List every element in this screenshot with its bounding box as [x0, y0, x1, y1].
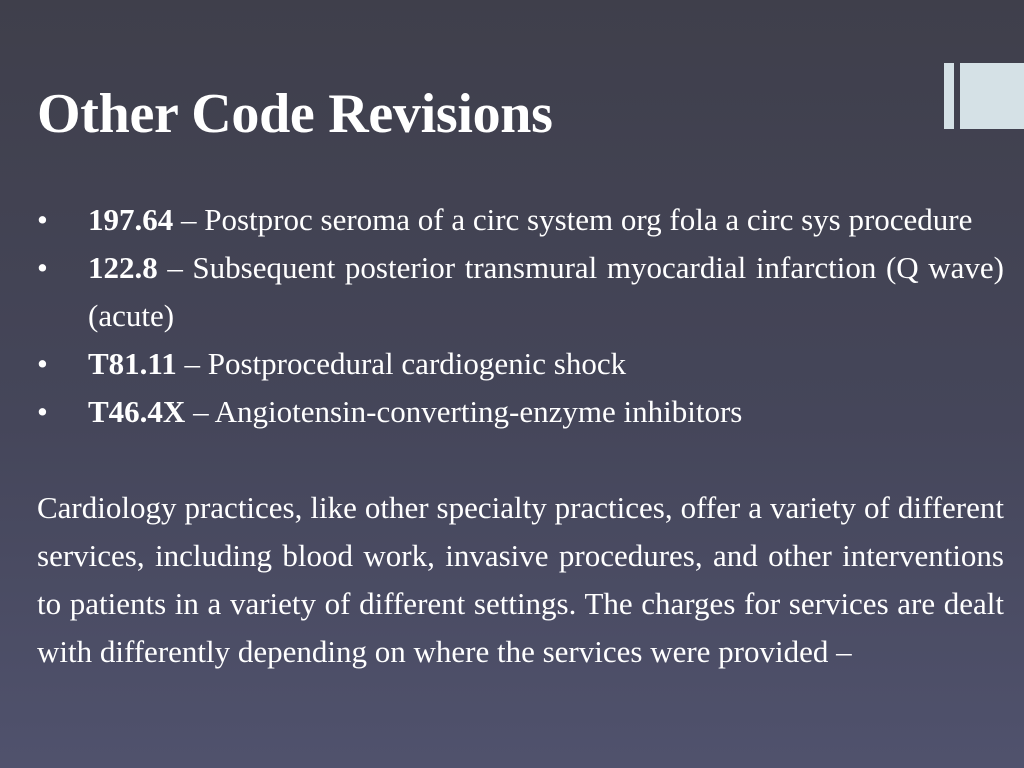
list-item [37, 244, 1004, 340]
decoration-block [960, 63, 1024, 129]
list-item [37, 388, 1004, 436]
slide-content [37, 196, 1004, 676]
decoration-bar [944, 63, 954, 129]
code-label: 197.64 [88, 202, 174, 237]
code-description: – Angiotensin-converting-enzyme inhibitors [185, 394, 743, 429]
corner-decoration [944, 63, 1024, 129]
bullet-icon: • [37, 346, 48, 381]
code-label: 122.8 [88, 250, 158, 285]
bullet-icon: • [37, 250, 48, 285]
code-list [37, 196, 1004, 436]
code-label: T81.11 [88, 346, 177, 381]
code-description: – Postproc seroma of a circ system org fola a circ sys procedure [173, 202, 973, 237]
slide-title: Other Code Revisions [37, 83, 553, 145]
body-paragraph: Cardiology practices, like other specialty practices, offer a variety of different services, including blood work, invasive procedures, and other interventions to patients in a variety of different settings. The charges for services are dealt with differently depending on where the services were provided – [37, 490, 1004, 669]
bullet-icon: • [37, 202, 48, 237]
bullet-icon: • [37, 394, 48, 429]
code-description: – Subsequent posterior transmural myocardial infarction (Q wave) (acute) [88, 250, 1004, 333]
code-label: T46.4X [88, 394, 186, 429]
code-description: – Postprocedural cardiogenic shock [176, 346, 627, 381]
list-item [37, 340, 1004, 388]
list-item [37, 196, 1004, 244]
